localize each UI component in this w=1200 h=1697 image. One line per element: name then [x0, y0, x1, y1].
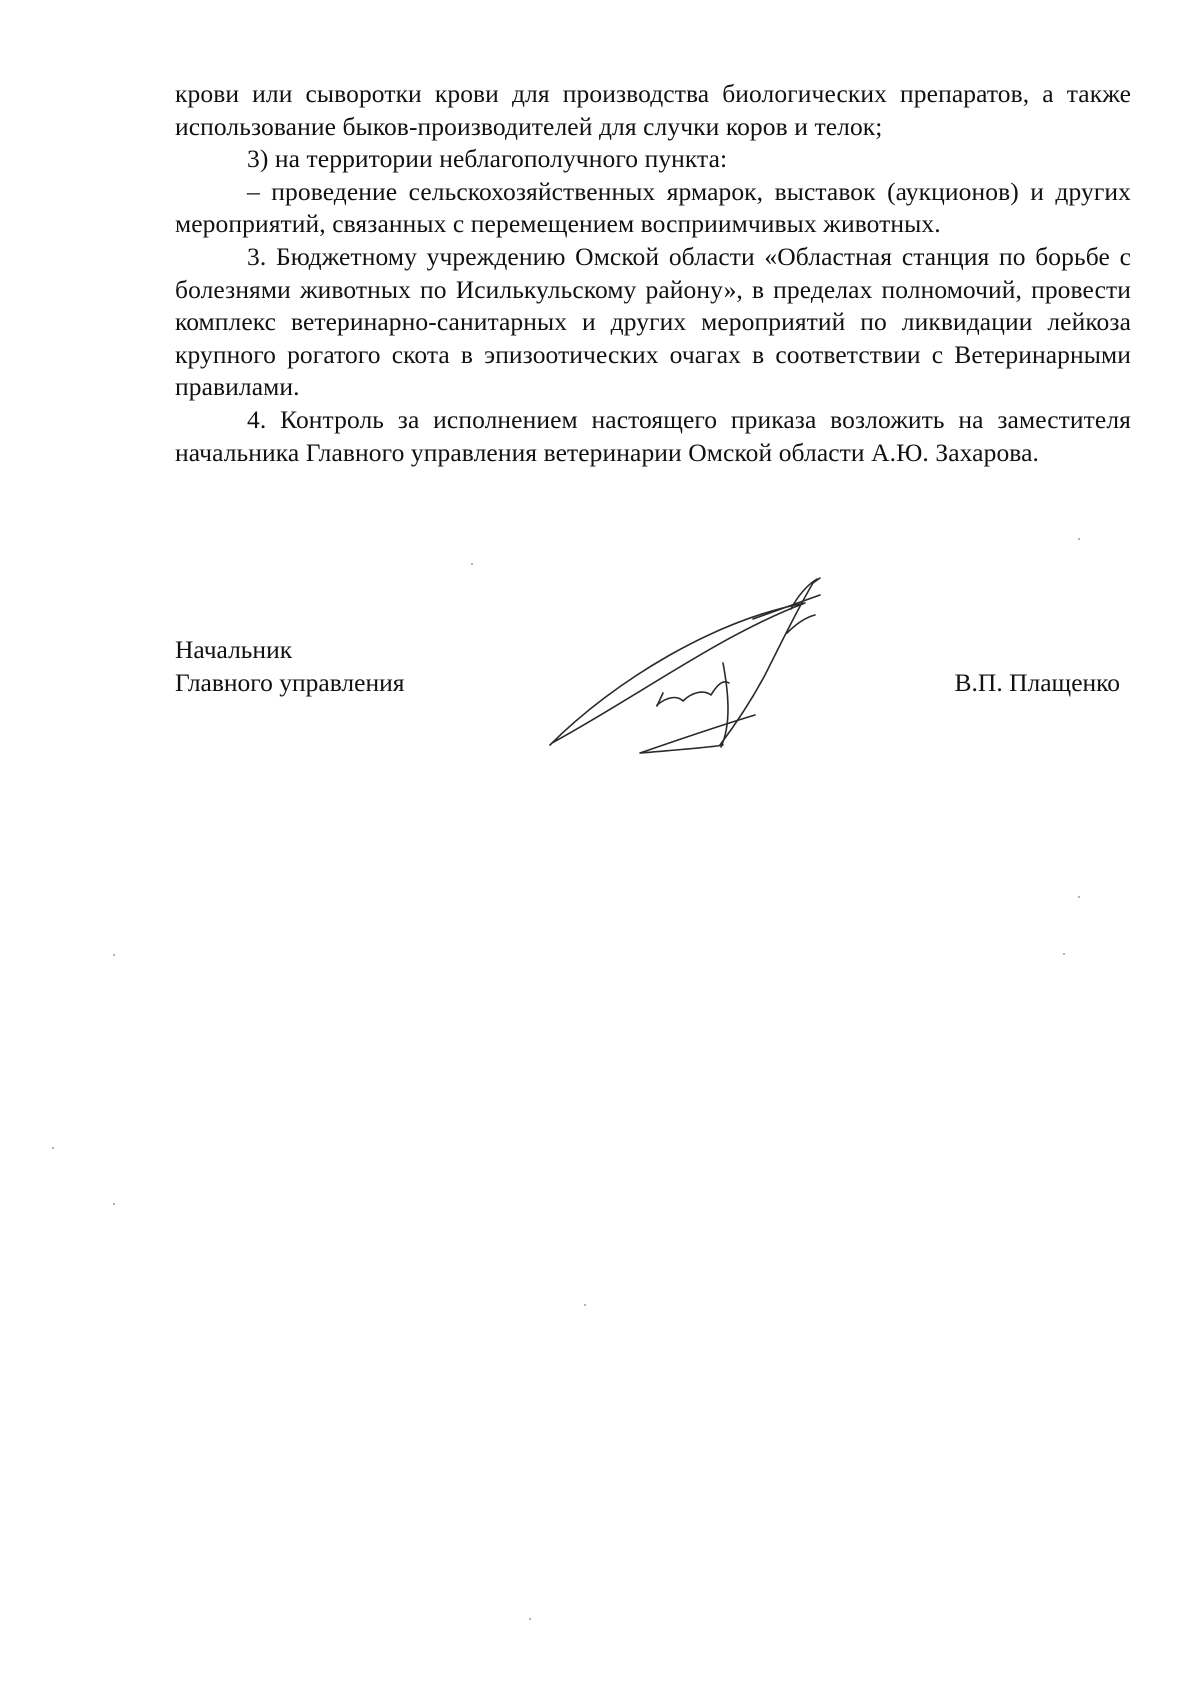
paragraph-clause-3: 3. Бюджетному учреждению Омской области «Областная станция по борьбе с болезнями животных по Исилькульскому району», в пределах полномочий, провести комплекс ветеринарно-санитарных и других мероприятий по ликвидации лейкоза крупного рогатого скота в эпизоотических очагах в соответствии с Ветеринарными правилами. — [175, 241, 1131, 402]
signatory-name: В.П. Плащенко — [954, 668, 1120, 697]
paragraph-fairs-ban: – проведение сельскохозяйственных ярмарок, выставок (аукционов) и других мероприятий, связанных с перемещением восприимчивых животных. — [175, 176, 1131, 239]
document-body — [175, 78, 1131, 469]
scan-speck — [529, 1618, 531, 1620]
signatory-role-line-2: Главного управления — [175, 667, 405, 697]
signatory-role — [175, 634, 405, 699]
paragraph-continuation: крови или сыворотки крови для производства биологических препаратов, а также использование быков-производителей для случки коров и телок; — [175, 79, 1131, 141]
scan-speck — [1078, 896, 1080, 898]
scan-speck — [471, 563, 473, 565]
scan-speck — [1063, 953, 1065, 955]
scan-speck — [584, 1304, 586, 1306]
scan-speck — [52, 1147, 54, 1149]
scan-speck — [113, 1203, 115, 1205]
paragraph-clause-4: 4. Контроль за исполнением настоящего приказа возложить на заместителя начальника Главного управления ветеринарии Омской области А.Ю. Захарова. — [175, 404, 1131, 467]
signatory-role-line-1: Начальник — [175, 635, 293, 664]
scan-speck — [113, 954, 115, 956]
scan-speck — [1078, 538, 1080, 540]
paragraph-item-3-territory: 3) на территории неблагополучного пункта: — [247, 144, 728, 174]
handwritten-signature — [545, 575, 865, 760]
